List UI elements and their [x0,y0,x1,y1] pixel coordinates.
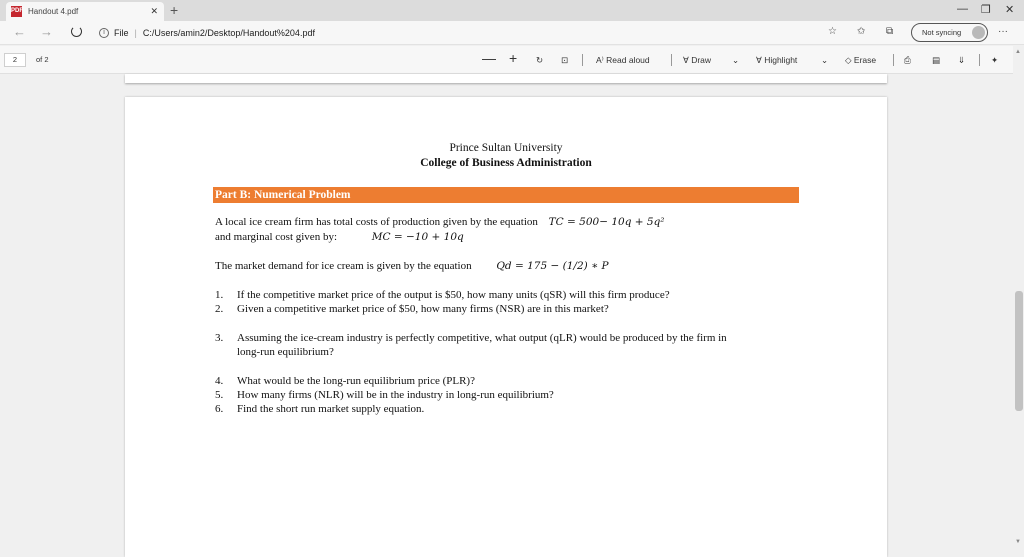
read-aloud-icon: A⁾ [596,55,604,65]
mc-equation: MC = −10 + 10q [371,231,464,243]
page-count: of 2 [36,55,49,64]
url-text[interactable]: C:/Users/amin2/Desktop/Handout%204.pdf [142,28,315,38]
avatar [972,26,985,39]
erase-label: Erase [853,55,877,65]
restore-icon[interactable]: ❐ [981,4,991,16]
intro-paragraph-line1 [215,216,665,228]
toolbar-divider [893,54,894,66]
draw-options-chevron-down-icon[interactable]: ⌄ [732,55,740,65]
address-bar-row [0,21,1024,45]
read-aloud-label: Read aloud [606,55,650,65]
toolbar-divider [582,54,583,66]
question-item: 4. What would be the long-run equilibrium price (PLR)? [215,375,475,387]
fit-page-icon[interactable]: ⊡ [561,55,569,65]
favorites-icon[interactable]: ✩ [857,26,866,37]
close-window-icon[interactable]: ✕ [1005,4,1015,16]
pin-toolbar-icon[interactable]: ✦ [991,55,999,65]
toolbar-divider [671,54,672,66]
more-icon[interactable]: ··· [998,26,1008,37]
address-bar[interactable] [99,24,429,42]
scrollbar-thumb[interactable] [1015,291,1023,411]
question-item: 1. If the competitive market price of the output is $50, how many units (qSR) will this firm produce? [215,289,670,301]
question-item-continuation: long-run equilibrium? [237,346,334,358]
draw-label: Draw [691,55,712,65]
erase-button[interactable] [845,53,876,67]
pdf-icon: PDF [11,6,22,17]
pdf-page [125,97,887,557]
highlight-options-chevron-down-icon[interactable]: ⌄ [821,55,829,65]
browser-tab[interactable] [6,2,164,21]
demand-equation: Qd = 175 − (1/2) ∗ P [496,260,609,272]
draw-icon: ∀ [683,55,689,65]
eraser-icon: ◇ [845,55,852,65]
pdf-toolbar [0,46,1013,74]
close-tab-icon[interactable]: ✕ [150,6,158,16]
demand-line [215,260,609,272]
url-divider: | [134,28,137,38]
save-icon[interactable]: ▤ [932,55,941,65]
info-icon[interactable]: i [99,28,109,38]
question-item: 2. Given a competitive market price of $50, how many firms (NSR) are in this market? [215,303,609,315]
intro-paragraph-line2 [215,231,464,243]
highlight-label: Highlight [764,55,798,65]
new-tab-button[interactable]: + [170,2,179,18]
collections-icon[interactable]: ⧉ [886,26,894,37]
minimize-icon[interactable]: — [957,3,968,15]
scroll-down-icon[interactable]: ▼ [1015,539,1021,545]
college-name: College of Business Administration [420,157,592,169]
question-item: 3. Assuming the ice-cream industry is perfectly competitive, what output (qLR) would be produced by the firm in [215,332,727,344]
previous-page [125,74,887,83]
part-heading: Part B: Numerical Problem [213,187,799,203]
sync-label: Not syncing [922,28,962,37]
draw-button[interactable] [683,53,711,67]
scroll-up-icon[interactable]: ▲ [1015,49,1021,55]
profile-sync-button[interactable] [911,23,988,42]
university-name: Prince Sultan University [449,142,563,154]
title-bar [0,0,1024,21]
refresh-icon[interactable] [71,26,82,37]
forward-icon[interactable]: → [40,24,53,39]
question-item: 6. Find the short run market supply equation. [215,403,425,415]
zoom-out-button[interactable]: — [482,50,496,66]
intro-text-1: A local ice cream firm has total costs of production given by the equation [215,216,538,228]
print-icon[interactable]: ⎙ [904,55,911,65]
question-item: 5. How many firms (NLR) will be in the industry in long-run equilibrium? [215,389,554,401]
read-aloud-button[interactable] [596,53,650,67]
page-number-input[interactable]: 2 [4,53,26,67]
toolbar-divider [979,54,980,66]
vertical-scrollbar[interactable] [1013,46,1024,549]
highlight-icon: ∀ [756,55,762,65]
back-icon[interactable]: ← [13,24,26,39]
tab-title: Handout 4.pdf [28,7,79,16]
demand-text: The market demand for ice cream is given by the equation [215,260,472,272]
save-as-icon[interactable]: ⇓ [958,55,966,65]
rotate-icon[interactable]: ↻ [536,55,544,65]
favorite-star-icon[interactable]: ☆ [828,26,837,37]
intro-text-2: and marginal cost given by: [215,231,337,243]
url-scheme: File [114,28,129,38]
tc-equation: TC = 500− 10q + 5q² [548,216,665,228]
highlight-button[interactable] [756,53,797,67]
zoom-in-button[interactable]: + [509,50,518,66]
